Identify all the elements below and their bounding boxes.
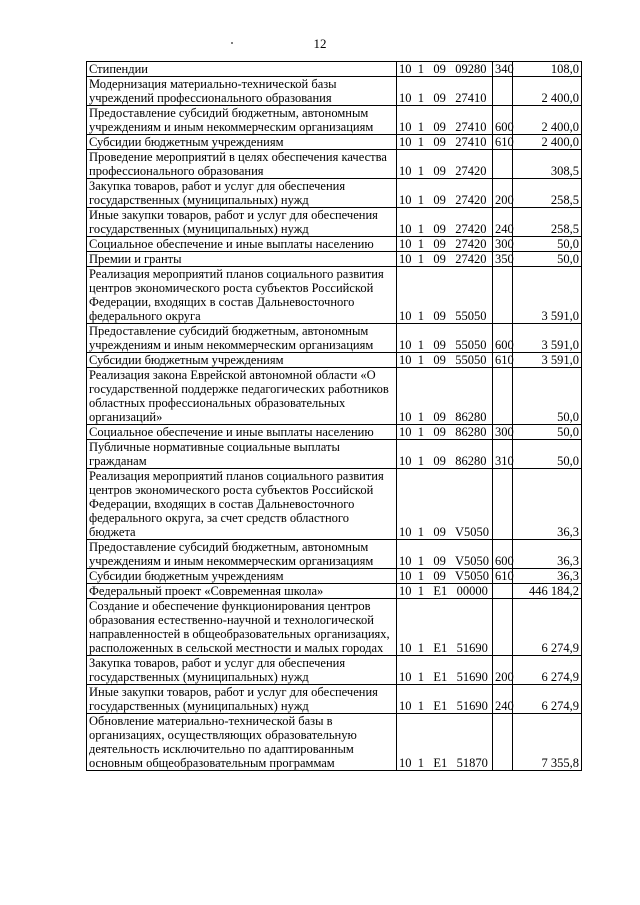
row-code: 10 1 E1 51870 [397, 714, 493, 771]
table-row [87, 685, 582, 714]
table-row [87, 324, 582, 353]
row-expense-type: 610 [493, 135, 513, 150]
table-row [87, 540, 582, 569]
table-row [87, 368, 582, 425]
row-expense-type: 300 [493, 237, 513, 252]
row-name: Проведение мероприятий в целях обеспечения качества профессионального образования [87, 150, 397, 179]
row-amount: 258,5 [513, 179, 582, 208]
row-expense-type [493, 469, 513, 540]
table-row [87, 267, 582, 324]
row-expense-type: 610 [493, 353, 513, 368]
row-expense-type: 600 [493, 106, 513, 135]
row-amount: 2 400,0 [513, 106, 582, 135]
row-amount: 258,5 [513, 208, 582, 237]
row-code: 10 1 09 55050 [397, 324, 493, 353]
row-name: Закупка товаров, работ и услуг для обеспечения государственных (муниципальных) нужд [87, 179, 397, 208]
row-code: 10 1 09 86280 [397, 368, 493, 425]
row-amount: 2 400,0 [513, 77, 582, 106]
row-name: Федеральный проект «Современная школа» [87, 584, 397, 599]
row-amount: 50,0 [513, 237, 582, 252]
row-amount: 50,0 [513, 252, 582, 267]
row-name: Субсидии бюджетным учреждениям [87, 569, 397, 584]
row-expense-type [493, 77, 513, 106]
table-row [87, 425, 582, 440]
row-code: 10 1 09 86280 [397, 425, 493, 440]
row-code: 10 1 09 09280 [397, 62, 493, 77]
row-code: 10 1 09 27420 [397, 179, 493, 208]
row-name: Обновление материально-технической базы в организациях, осуществляющих образовательную деятельность исключительно по адаптированным основным общеобразовательным программам [87, 714, 397, 771]
row-amount: 2 400,0 [513, 135, 582, 150]
row-amount: 3 591,0 [513, 324, 582, 353]
table-row [87, 440, 582, 469]
row-expense-type [493, 714, 513, 771]
row-expense-type [493, 599, 513, 656]
row-expense-type: 200 [493, 179, 513, 208]
row-amount: 108,0 [513, 62, 582, 77]
table-row [87, 237, 582, 252]
row-code: 10 1 09 27410 [397, 135, 493, 150]
row-code: 10 1 09 27410 [397, 106, 493, 135]
row-name: Субсидии бюджетным учреждениям [87, 135, 397, 150]
row-name: Предоставление субсидий бюджетным, автономным учреждениям и иным некоммерческим организациям [87, 540, 397, 569]
row-expense-type: 600 [493, 324, 513, 353]
row-name: Иные закупки товаров, работ и услуг для обеспечения государственных (муниципальных) нужд [87, 208, 397, 237]
row-expense-type: 300 [493, 425, 513, 440]
row-name: Создание и обеспечение функционирования центров образования естественно-научной и технологической направленностей в общеобразовательных организациях, расположенных в сельской местности и малых городах [87, 599, 397, 656]
row-amount: 50,0 [513, 368, 582, 425]
row-code: 10 1 E1 51690 [397, 599, 493, 656]
row-name: Реализация мероприятий планов социального развития центров экономического роста субъектов Российской Федерации, входящих в состав Дальневосточного федерального округа [87, 267, 397, 324]
row-code: 10 1 09 V5050 [397, 469, 493, 540]
row-amount: 36,3 [513, 469, 582, 540]
table-row [87, 599, 582, 656]
row-amount: 6 274,9 [513, 599, 582, 656]
row-expense-type: 610 [493, 569, 513, 584]
table-row [87, 469, 582, 540]
row-amount: 50,0 [513, 440, 582, 469]
row-name: Социальное обеспечение и иные выплаты населению [87, 425, 397, 440]
row-name: Стипендии [87, 62, 397, 77]
row-name: Субсидии бюджетным учреждениям [87, 353, 397, 368]
row-amount: 3 591,0 [513, 353, 582, 368]
row-amount: 50,0 [513, 425, 582, 440]
row-code: 10 1 09 V5050 [397, 569, 493, 584]
row-name: Публичные нормативные социальные выплаты гражданам [87, 440, 397, 469]
row-code: 10 1 09 27420 [397, 237, 493, 252]
row-expense-type: 600 [493, 540, 513, 569]
row-name: Иные закупки товаров, работ и услуг для обеспечения государственных (муниципальных) нужд [87, 685, 397, 714]
row-code: 10 1 09 27420 [397, 208, 493, 237]
row-expense-type [493, 267, 513, 324]
table-row [87, 353, 582, 368]
row-expense-type: 340 [493, 62, 513, 77]
table-row [87, 584, 582, 599]
row-code: 10 1 E1 51690 [397, 656, 493, 685]
row-expense-type: 240 [493, 685, 513, 714]
row-name: Закупка товаров, работ и услуг для обеспечения государственных (муниципальных) нужд [87, 656, 397, 685]
row-code: 10 1 09 86280 [397, 440, 493, 469]
row-expense-type: 350 [493, 252, 513, 267]
table-row [87, 135, 582, 150]
row-expense-type [493, 150, 513, 179]
row-amount: 36,3 [513, 569, 582, 584]
row-amount: 3 591,0 [513, 267, 582, 324]
row-name: Реализация мероприятий планов социального развития центров экономического роста субъектов Российской Федерации, входящих в состав Дальневосточного федерального округа, за счет средств областного бюджета [87, 469, 397, 540]
table-row [87, 656, 582, 685]
row-code: 10 1 09 55050 [397, 353, 493, 368]
row-code: 10 1 09 27410 [397, 77, 493, 106]
row-name: Социальное обеспечение и иные выплаты населению [87, 237, 397, 252]
row-amount: 446 184,2 [513, 584, 582, 599]
row-name: Предоставление субсидий бюджетным, автономным учреждениям и иным некоммерческим организациям [87, 106, 397, 135]
row-expense-type: 200 [493, 656, 513, 685]
table-row [87, 252, 582, 267]
row-expense-type [493, 368, 513, 425]
table-row [87, 77, 582, 106]
budget-table [86, 61, 582, 771]
row-name: Предоставление субсидий бюджетным, автономным учреждениям и иным некоммерческим организациям [87, 324, 397, 353]
table-row [87, 179, 582, 208]
table-row [87, 208, 582, 237]
row-name: Премии и гранты [87, 252, 397, 267]
row-code: 10 1 E1 51690 [397, 685, 493, 714]
row-expense-type: 240 [493, 208, 513, 237]
table-row [87, 106, 582, 135]
row-code: 10 1 09 55050 [397, 267, 493, 324]
row-expense-type: 310 [493, 440, 513, 469]
row-name: Модернизация материально-технической базы учреждений профессионального образования [87, 77, 397, 106]
row-code: 10 1 E1 00000 [397, 584, 493, 599]
row-expense-type [493, 584, 513, 599]
table-row [87, 62, 582, 77]
row-name: Реализация закона Еврейской автономной области «О государственной поддержке педагогических работников областных профессиональных образовательных организаций» [87, 368, 397, 425]
table-row [87, 569, 582, 584]
row-amount: 6 274,9 [513, 685, 582, 714]
row-amount: 36,3 [513, 540, 582, 569]
row-amount: 7 355,8 [513, 714, 582, 771]
row-code: 10 1 09 27420 [397, 252, 493, 267]
row-code: 10 1 09 27420 [397, 150, 493, 179]
table-row [87, 150, 582, 179]
row-code: 10 1 09 V5050 [397, 540, 493, 569]
row-amount: 308,5 [513, 150, 582, 179]
row-amount: 6 274,9 [513, 656, 582, 685]
page-number: 12 [313, 36, 327, 51]
table-row [87, 714, 582, 771]
